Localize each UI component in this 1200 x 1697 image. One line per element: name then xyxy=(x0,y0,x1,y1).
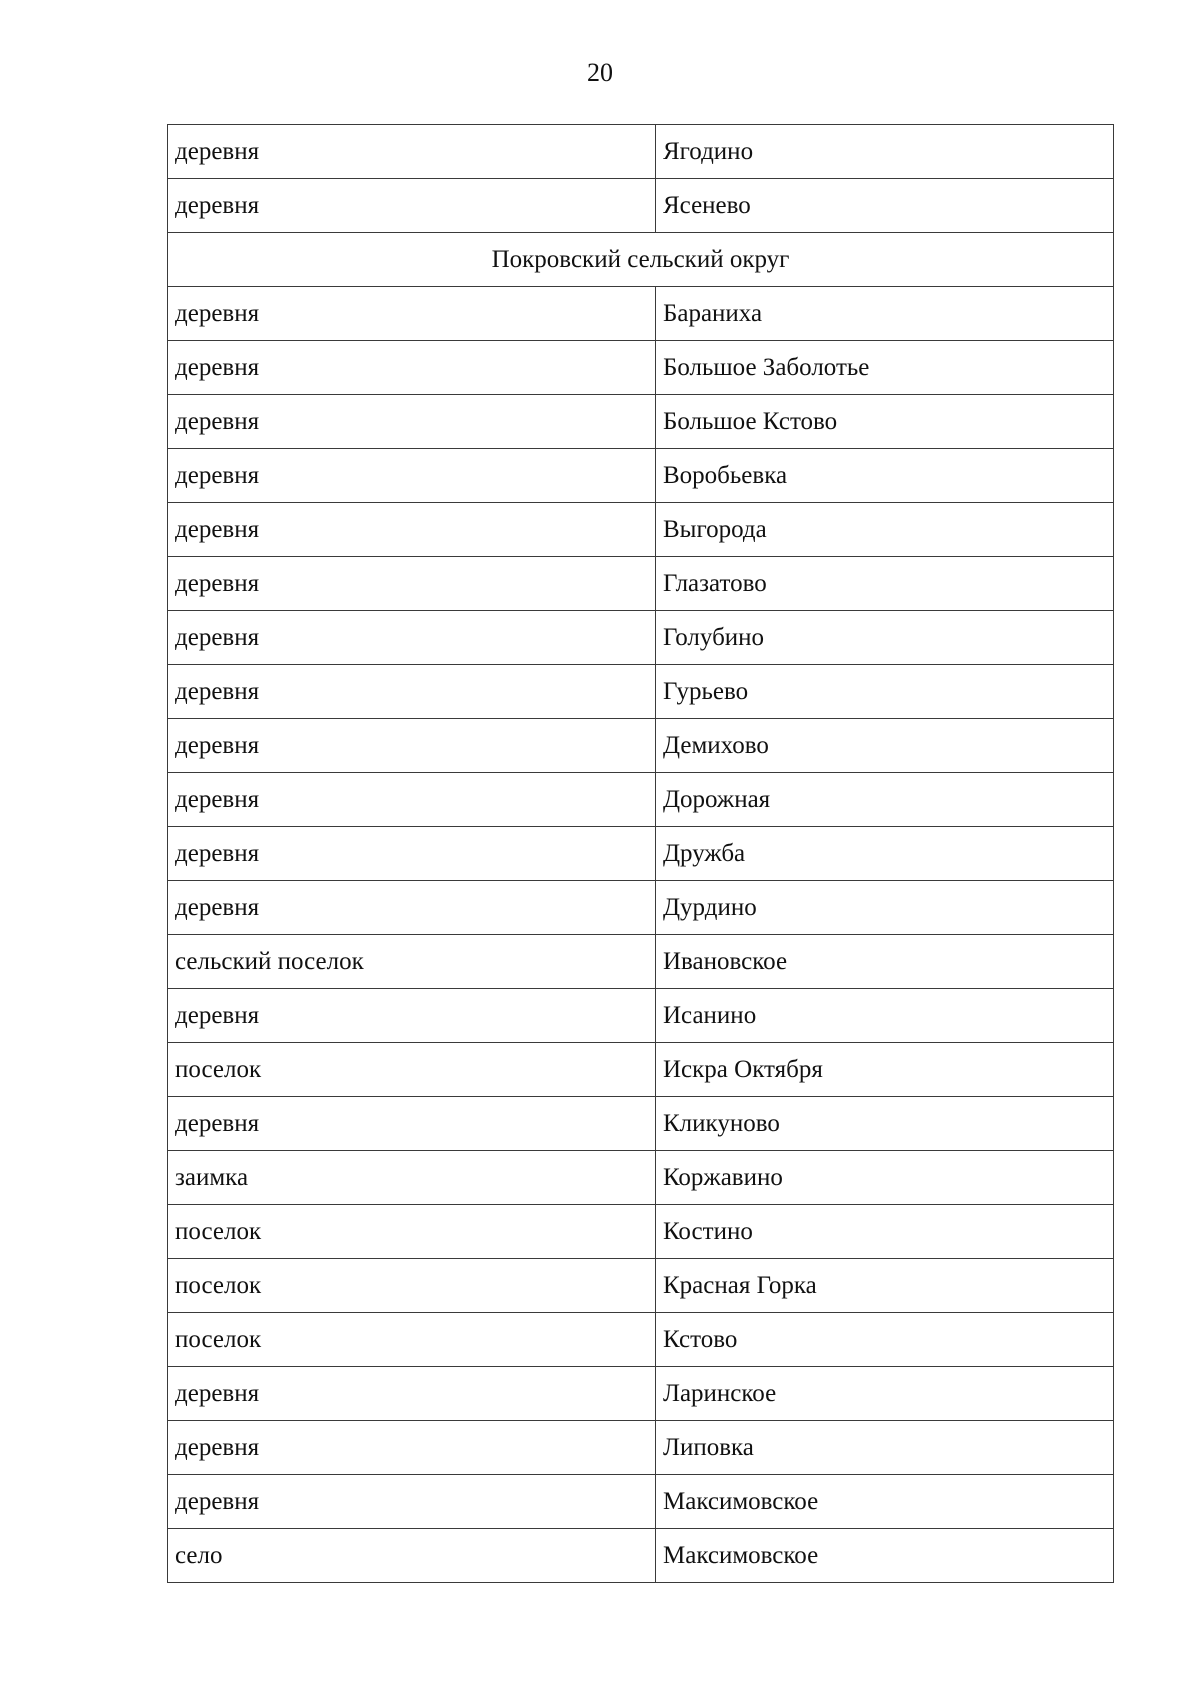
settlement-name-cell: Ларинское xyxy=(656,1367,1114,1421)
settlement-name-cell: Большое Кстово xyxy=(656,395,1114,449)
settlement-type-cell: деревня xyxy=(168,395,656,449)
settlement-type-cell: деревня xyxy=(168,125,656,179)
table-row xyxy=(168,341,1114,395)
table-row xyxy=(168,179,1114,233)
settlement-type-cell: поселок xyxy=(168,1205,656,1259)
settlement-name-cell: Ивановское xyxy=(656,935,1114,989)
settlement-name-cell: Липовка xyxy=(656,1421,1114,1475)
settlement-type-cell: деревня xyxy=(168,287,656,341)
settlements-table-body xyxy=(168,125,1114,1583)
section-title: Покровский сельский округ xyxy=(168,233,1114,287)
table-row xyxy=(168,1043,1114,1097)
settlement-type-cell: деревня xyxy=(168,449,656,503)
settlement-type-cell: поселок xyxy=(168,1043,656,1097)
settlement-name-cell: Костино xyxy=(656,1205,1114,1259)
table-row xyxy=(168,827,1114,881)
table-row xyxy=(168,611,1114,665)
table-row xyxy=(168,395,1114,449)
table-row xyxy=(168,125,1114,179)
settlement-name-cell: Красная Горка xyxy=(656,1259,1114,1313)
settlement-type-cell: село xyxy=(168,1529,656,1583)
settlement-type-cell: заимка xyxy=(168,1151,656,1205)
table-row xyxy=(168,1367,1114,1421)
settlement-name-cell: Ясенево xyxy=(656,179,1114,233)
settlement-name-cell: Максимовское xyxy=(656,1529,1114,1583)
table-row xyxy=(168,989,1114,1043)
settlement-type-cell: деревня xyxy=(168,1367,656,1421)
settlement-type-cell: деревня xyxy=(168,773,656,827)
table-row xyxy=(168,881,1114,935)
table-row xyxy=(168,665,1114,719)
settlement-name-cell: Исанино xyxy=(656,989,1114,1043)
settlement-name-cell: Большое Заболотье xyxy=(656,341,1114,395)
settlement-name-cell: Максимовское xyxy=(656,1475,1114,1529)
settlement-name-cell: Коржавино xyxy=(656,1151,1114,1205)
table-row xyxy=(168,287,1114,341)
settlement-name-cell: Дорожная xyxy=(656,773,1114,827)
settlement-type-cell: деревня xyxy=(168,1421,656,1475)
settlement-name-cell: Дружба xyxy=(656,827,1114,881)
settlement-type-cell: деревня xyxy=(168,179,656,233)
table-row xyxy=(168,1259,1114,1313)
settlement-name-cell: Гурьево xyxy=(656,665,1114,719)
settlement-type-cell: деревня xyxy=(168,503,656,557)
settlement-type-cell: деревня xyxy=(168,1097,656,1151)
settlement-name-cell: Ягодино xyxy=(656,125,1114,179)
settlement-type-cell: деревня xyxy=(168,881,656,935)
settlement-name-cell: Голубино xyxy=(656,611,1114,665)
settlements-table xyxy=(167,124,1114,1583)
table-row xyxy=(168,1529,1114,1583)
table-row xyxy=(168,1097,1114,1151)
table-row xyxy=(168,773,1114,827)
table-row xyxy=(168,1205,1114,1259)
table-row xyxy=(168,935,1114,989)
settlement-name-cell: Демихово xyxy=(656,719,1114,773)
settlement-type-cell: деревня xyxy=(168,827,656,881)
settlement-name-cell: Выгорода xyxy=(656,503,1114,557)
settlement-type-cell: деревня xyxy=(168,719,656,773)
settlement-name-cell: Глазатово xyxy=(656,557,1114,611)
table-row xyxy=(168,1151,1114,1205)
settlement-type-cell: деревня xyxy=(168,665,656,719)
settlement-name-cell: Искра Октября xyxy=(656,1043,1114,1097)
settlement-type-cell: деревня xyxy=(168,611,656,665)
settlement-type-cell: сельский поселок xyxy=(168,935,656,989)
settlement-type-cell: деревня xyxy=(168,989,656,1043)
table-row xyxy=(168,449,1114,503)
settlement-name-cell: Воробьевка xyxy=(656,449,1114,503)
settlement-type-cell: деревня xyxy=(168,557,656,611)
settlement-type-cell: деревня xyxy=(168,1475,656,1529)
table-row xyxy=(168,1475,1114,1529)
table-row xyxy=(168,503,1114,557)
page-number: 20 xyxy=(587,58,613,87)
settlement-name-cell: Бараниха xyxy=(656,287,1114,341)
settlement-name-cell: Кстово xyxy=(656,1313,1114,1367)
table-row xyxy=(168,557,1114,611)
table-row xyxy=(168,719,1114,773)
settlement-type-cell: деревня xyxy=(168,341,656,395)
settlement-name-cell: Дурдино xyxy=(656,881,1114,935)
table-row xyxy=(168,1313,1114,1367)
table-row xyxy=(168,1421,1114,1475)
section-header-row xyxy=(168,233,1114,287)
settlement-type-cell: поселок xyxy=(168,1259,656,1313)
settlement-type-cell: поселок xyxy=(168,1313,656,1367)
settlement-name-cell: Кликуново xyxy=(656,1097,1114,1151)
